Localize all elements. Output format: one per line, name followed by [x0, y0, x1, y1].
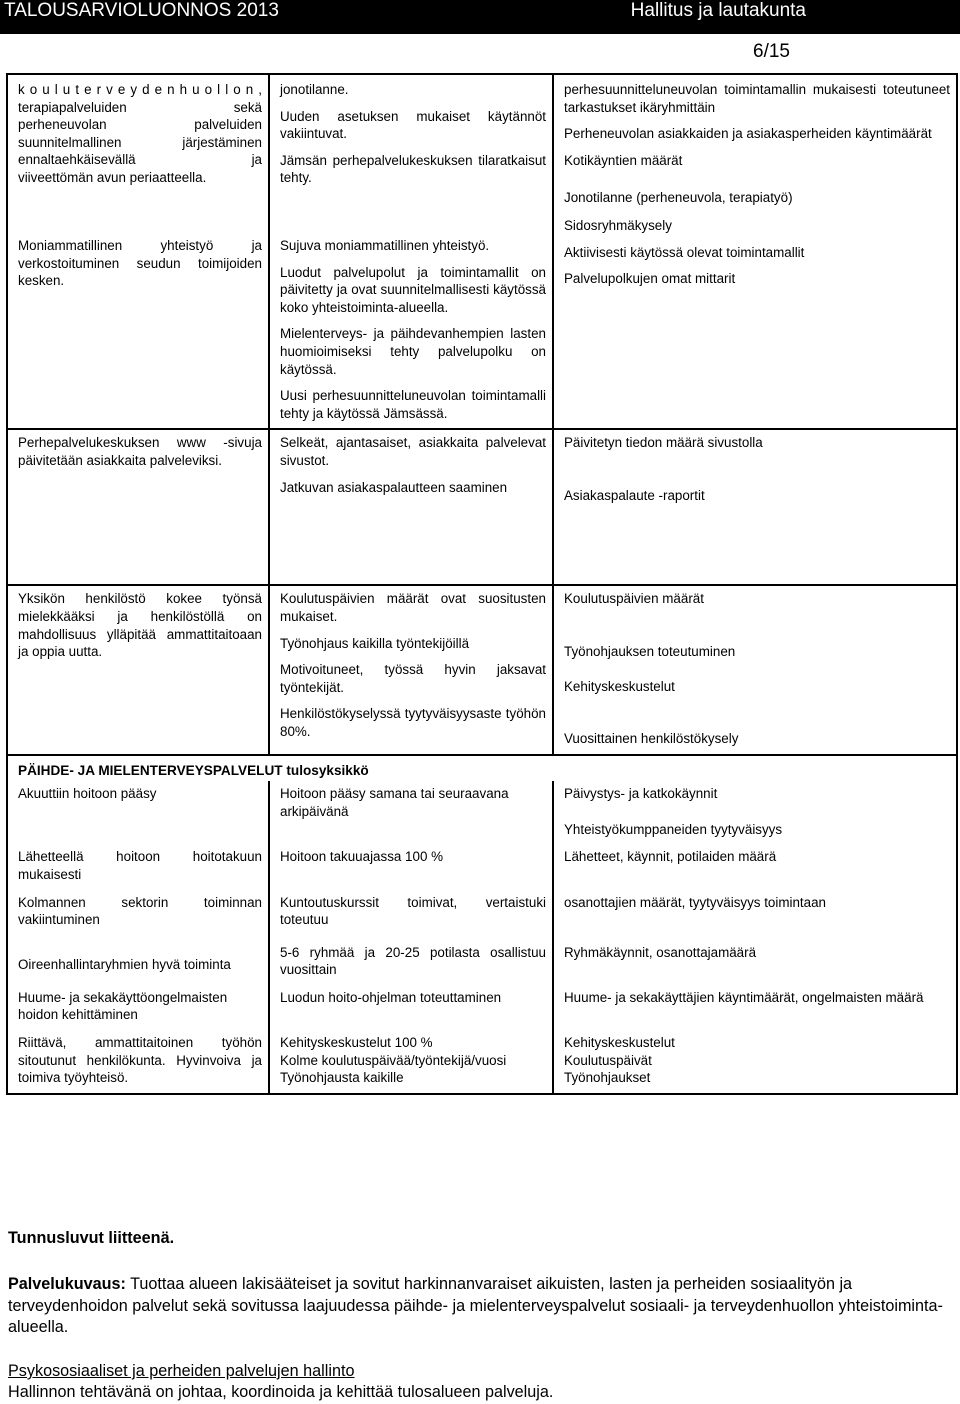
table-row: [7, 74, 957, 213]
indicator-cell: Sidosryhmäkysely Aktiivisesti käytössä olevat toimintamallit Palvelupolkujen omat mittarit: [553, 213, 957, 429]
table-row: [7, 429, 957, 585]
palvelukuvaus-label: Palvelukuvaus:: [8, 1275, 126, 1293]
palvelukuvaus-paragraph: [8, 1274, 948, 1339]
page-header: [0, 0, 960, 34]
goal-cell: Kolmannen sektorin toiminnan vakiintuminen: [7, 890, 269, 940]
goal-cell: Oireenhallintaryhmien hyvä toiminta: [7, 940, 269, 985]
header-section-name: Hallitus ja lautakunta: [630, 0, 806, 21]
indicator-cell: Huume- ja sekakäyttäjien käyntimäärät, ongelmaisten määrä: [553, 985, 957, 1030]
table-row: [7, 585, 957, 754]
table-row: [7, 940, 957, 985]
document-title: TALOUSARVIOLUONNOS 2013: [4, 0, 279, 21]
target-cell: Hoitoon pääsy samana tai seuraavana arkipäivänä: [269, 781, 553, 844]
indicator-cell: Päivystys- ja katkokäynnit Yhteistyökumppaneiden tyytyväisyys: [553, 781, 957, 844]
target-cell: 5-6 ryhmää ja 20-25 potilasta osallistuu vuosittain: [269, 940, 553, 985]
table-row: [7, 844, 957, 889]
indicator-cell: Ryhmäkäynnit, osanottajamäärä: [553, 940, 957, 985]
table-row: [7, 1030, 957, 1094]
goal-cell: Riittävä, ammattitaitoinen työhön sitoutunut henkilökunta. Hyvinvoiva ja toimiva työyhteisö.: [7, 1030, 269, 1094]
indicator-cell: Kehityskeskustelut Koulutuspäivät Työnohjaukset: [553, 1030, 957, 1094]
section-heading: Psykososiaaliset ja perheiden palvelujen hallinto: [8, 1362, 355, 1380]
section-row: [7, 755, 957, 782]
target-cell: Sujuva moniammatillinen yhteistyö. Luodut palvelupolut ja toimintamallit on päivitetty ja ovat suunnitelmallisesti käytössä koko yhteistoiminta-alueella. Mielenterveys- ja päihdevanhempien lasten huomioimiseksi tehty palvelupolku on käytössä. Uusi perhesuunnitteluneuvolan toimintamalli tehty ja käytössä Jämsässä.: [269, 213, 553, 429]
target-cell: Koulutuspäivien määrät ovat suositusten mukaiset. Työnohjaus kaikilla työntekijöillä Motivoituneet, työssä hyvin jaksavat työntekijät. Henkilöstökyselyssä tyytyväisyysaste työhön 80%.: [269, 585, 553, 754]
indicator-cell: Päivitetyn tiedon määrä sivustolla Asiakaspalaute -raportit: [553, 429, 957, 585]
target-cell: Selkeät, ajantasaiset, asiakkaita palvelevat sivustot. Jatkuvan asiakaspalautteen saaminen: [269, 429, 553, 585]
goal-cell: Moniammatillinen yhteistyö ja verkostoituminen seudun toimijoiden kesken.: [7, 213, 269, 429]
table-row: [7, 985, 957, 1030]
indicator-cell: Lähetteet, käynnit, potilaiden määrä: [553, 844, 957, 889]
target-cell: jonotilanne. Uuden asetuksen mukaiset käytännöt vakiintuvat. Jämsän perhepalvelukeskuksen tilaratkaisut tehty.: [269, 74, 553, 213]
indicator-cell: osanottajien määrät, tyytyväisyys toimintaan: [553, 890, 957, 940]
table-row: [7, 781, 957, 844]
table-row: [7, 213, 957, 429]
target-cell: Kehityskeskustelut 100 % Kolme koulutuspäivää/työntekijä/vuosi Työnohjausta kaikille: [269, 1030, 553, 1094]
section-title: PÄIHDE- JA MIELENTERVEYSPALVELUT tulosyksikkö: [7, 755, 957, 782]
goal-cell: Huume- ja sekakäyttöongelmaisten hoidon kehittäminen: [7, 985, 269, 1030]
page-number: 6/15: [753, 41, 790, 62]
palvelukuvaus-text: Tuottaa alueen lakisääteiset ja sovitut harkinnanvaraiset aikuisten, lasten ja perheiden sosiaalityön ja terveydenhoidon palvelut sekä sovitussa laajuudessa päihde- ja mielenterveyspalvelut sosiaali- ja terveydenhuollon yhteistoiminta-alueella.: [8, 1275, 943, 1336]
goals-table: [6, 73, 958, 1095]
target-cell: Kuntoutuskurssit toimivat, vertaistuki toteutuu: [269, 890, 553, 940]
target-cell: Hoitoon takuuajassa 100 %: [269, 844, 553, 889]
goal-cell: Akuuttiin hoitoon pääsy: [7, 781, 269, 844]
table-row: [7, 890, 957, 940]
indicator-cell: perhesuunnitteluneuvolan toimintamallin mukaisesti toteutuneet tarkastukset ikäryhmittäin Perheneuvolan asiakkaiden ja asiakasperheiden käyntimäärät Kotikäyntien määrät Jonotilanne (perheneuvola, terapiatyö): [553, 74, 957, 213]
goal-cell: Yksikön henkilöstö kokee työnsä mielekkääksi ja henkilöstöllä on mahdollisuus ylläpitää ammattitaitoaan ja oppia uutta.: [7, 585, 269, 754]
closing-paragraph: Hallinnon tehtävänä on johtaa, koordinoida ja kehittää tulosalueen palveluja.: [8, 1383, 554, 1401]
indicator-cell: Koulutuspäivien määrät Työnohjauksen toteutuminen Kehityskeskustelut Vuosittainen henkilöstökysely: [553, 585, 957, 754]
tunnusluvut-note: Tunnusluvut liitteenä.: [8, 1229, 175, 1247]
goal-cell: Perhepalvelukeskuksen www -sivuja päivitetään asiakkaita palveleviksi.: [7, 429, 269, 585]
goal-cell: k o u l u t e r v e y d e n h u o l l o n , terapiapalveluiden sekä perheneuvolan palveluiden suunnitelmallinen järjestäminen ennaltaehkäisevällä ja viiveettömän avun periaatteella.: [7, 74, 269, 213]
goal-cell: Lähetteellä hoitoon hoitotakuun mukaisesti: [7, 844, 269, 889]
target-cell: Luodun hoito-ohjelman toteuttaminen: [269, 985, 553, 1030]
